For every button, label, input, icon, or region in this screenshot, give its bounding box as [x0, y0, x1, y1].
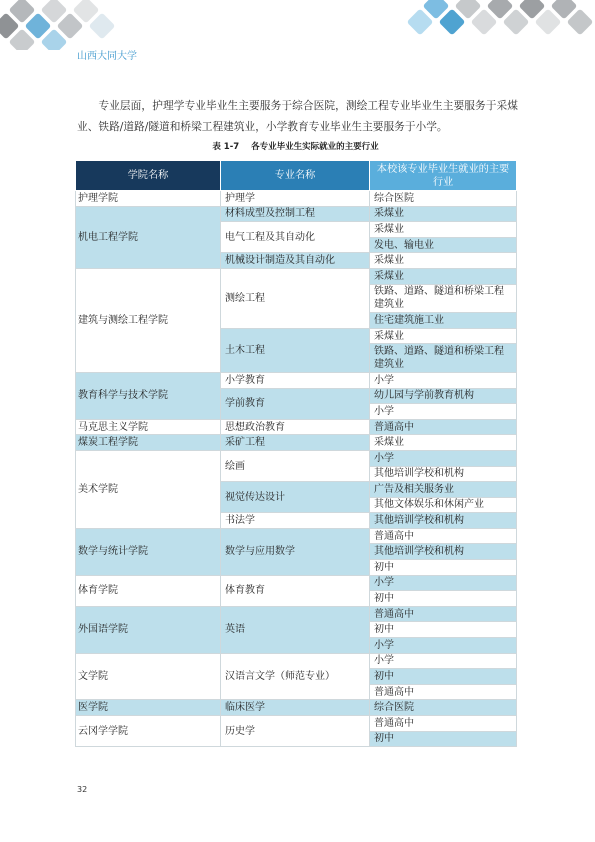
industry-cell: 综合医院	[370, 700, 517, 716]
major-cell: 书法学	[221, 513, 370, 529]
table-row	[76, 206, 517, 222]
table-caption	[75, 141, 516, 153]
body-paragraph: 专业层面，护理学专业毕业生主要服务于综合医院，测绘工程专业毕业生主要服务于采煤业、铁路/道路/隧道和桥梁工程建筑业，小学教育专业毕业生主要服务于小学。	[77, 99, 518, 133]
industry-cell: 初中	[370, 560, 517, 576]
table-row	[76, 191, 517, 207]
table-row	[76, 372, 517, 388]
table-caption-title: 各专业毕业生实际就业的主要行业	[251, 142, 379, 152]
industry-cell: 普通高中	[370, 684, 517, 700]
left-diamond-cluster	[0, 0, 115, 50]
table-row	[76, 653, 517, 669]
major-cell: 体育教育	[221, 575, 370, 606]
table-header-row	[76, 161, 517, 191]
industry-cell: 幼儿园与学前教育机构	[370, 388, 517, 404]
table-row	[76, 716, 517, 732]
major-cell: 测绘工程	[221, 268, 370, 328]
industry-cell: 初中	[370, 622, 517, 638]
page-number: 32	[77, 785, 88, 794]
right-diamond-cluster	[407, 0, 594, 35]
college-cell: 煤炭工程学院	[76, 435, 221, 451]
table-row	[76, 435, 517, 451]
industry-cell: 小学	[370, 404, 517, 420]
industry-cell: 采煤业	[370, 206, 517, 222]
header-major: 专业名称	[221, 161, 370, 191]
header-industry: 本校该专业毕业生就业的主要行业	[370, 161, 517, 191]
table-row	[76, 700, 517, 716]
industry-cell: 普通高中	[370, 606, 517, 622]
industry-cell: 采煤业	[370, 435, 517, 451]
header-decoration	[0, 0, 595, 50]
industry-cell: 铁路、道路、隧道和桥梁工程建筑业	[370, 344, 517, 373]
industry-cell: 铁路、道路、隧道和桥梁工程建筑业	[370, 284, 517, 313]
college-cell: 医学院	[76, 700, 221, 716]
major-cell: 护理学	[221, 191, 370, 207]
industry-cell: 普通高中	[370, 419, 517, 435]
college-cell: 马克思主义学院	[76, 419, 221, 435]
table-row	[76, 419, 517, 435]
industry-cell: 其他培训学校和机构	[370, 466, 517, 482]
industry-cell: 小学	[370, 575, 517, 591]
industry-cell: 其他培训学校和机构	[370, 513, 517, 529]
college-cell: 机电工程学院	[76, 206, 221, 268]
industry-cell: 综合医院	[370, 191, 517, 207]
industry-cell: 初中	[370, 591, 517, 607]
major-cell: 思想政治教育	[221, 419, 370, 435]
major-cell: 英语	[221, 606, 370, 653]
table-header	[76, 161, 517, 191]
college-cell: 护理学院	[76, 191, 221, 207]
industry-cell: 住宅建筑施工业	[370, 313, 517, 329]
major-cell: 电气工程及其自动化	[221, 222, 370, 253]
major-cell: 汉语言文学（师范专业）	[221, 653, 370, 700]
industry-cell: 小学	[370, 372, 517, 388]
industry-cell: 小学	[370, 653, 517, 669]
table-row	[76, 575, 517, 591]
industry-cell: 初中	[370, 731, 517, 747]
major-cell: 视觉传达设计	[221, 482, 370, 513]
industry-cell: 其他培训学校和机构	[370, 544, 517, 560]
institution-name: 山西大同大学	[77, 51, 137, 62]
college-cell: 体育学院	[76, 575, 221, 606]
industry-cell: 普通高中	[370, 716, 517, 732]
industry-cell: 小学	[370, 450, 517, 466]
industry-cell: 采煤业	[370, 222, 517, 238]
industry-cell: 普通高中	[370, 528, 517, 544]
table-row	[76, 606, 517, 622]
major-cell: 材料成型及控制工程	[221, 206, 370, 222]
college-cell: 教育科学与技术学院	[76, 372, 221, 419]
major-cell: 机械设计制造及其自动化	[221, 253, 370, 269]
major-cell: 历史学	[221, 716, 370, 747]
college-cell: 建筑与测绘工程学院	[76, 268, 221, 372]
employment-industry-table	[75, 160, 517, 747]
table-row	[76, 450, 517, 466]
major-cell: 绘画	[221, 450, 370, 481]
industry-cell: 广告及相关服务业	[370, 482, 517, 498]
header-college: 学院名称	[76, 161, 221, 191]
major-cell: 数学与应用数学	[221, 528, 370, 575]
industry-cell: 小学	[370, 638, 517, 654]
industry-cell: 采煤业	[370, 268, 517, 284]
college-cell: 云冈学学院	[76, 716, 221, 747]
college-cell: 美术学院	[76, 450, 221, 528]
major-cell: 土木工程	[221, 328, 370, 372]
major-cell: 学前教育	[221, 388, 370, 419]
college-cell: 外国语学院	[76, 606, 221, 653]
major-cell: 小学教育	[221, 372, 370, 388]
major-cell: 采矿工程	[221, 435, 370, 451]
table-row	[76, 528, 517, 544]
college-cell: 文学院	[76, 653, 221, 700]
table-caption-label: 表 1-7	[212, 142, 240, 152]
table-row	[76, 268, 517, 284]
industry-cell: 采煤业	[370, 253, 517, 269]
major-cell: 临床医学	[221, 700, 370, 716]
industry-cell: 发电、输电业	[370, 237, 517, 253]
industry-cell: 其他文体娱乐和休闲产业	[370, 497, 517, 513]
table-body	[76, 191, 517, 747]
college-cell: 数学与统计学院	[76, 528, 221, 575]
industry-cell: 初中	[370, 669, 517, 685]
industry-cell: 采煤业	[370, 328, 517, 344]
